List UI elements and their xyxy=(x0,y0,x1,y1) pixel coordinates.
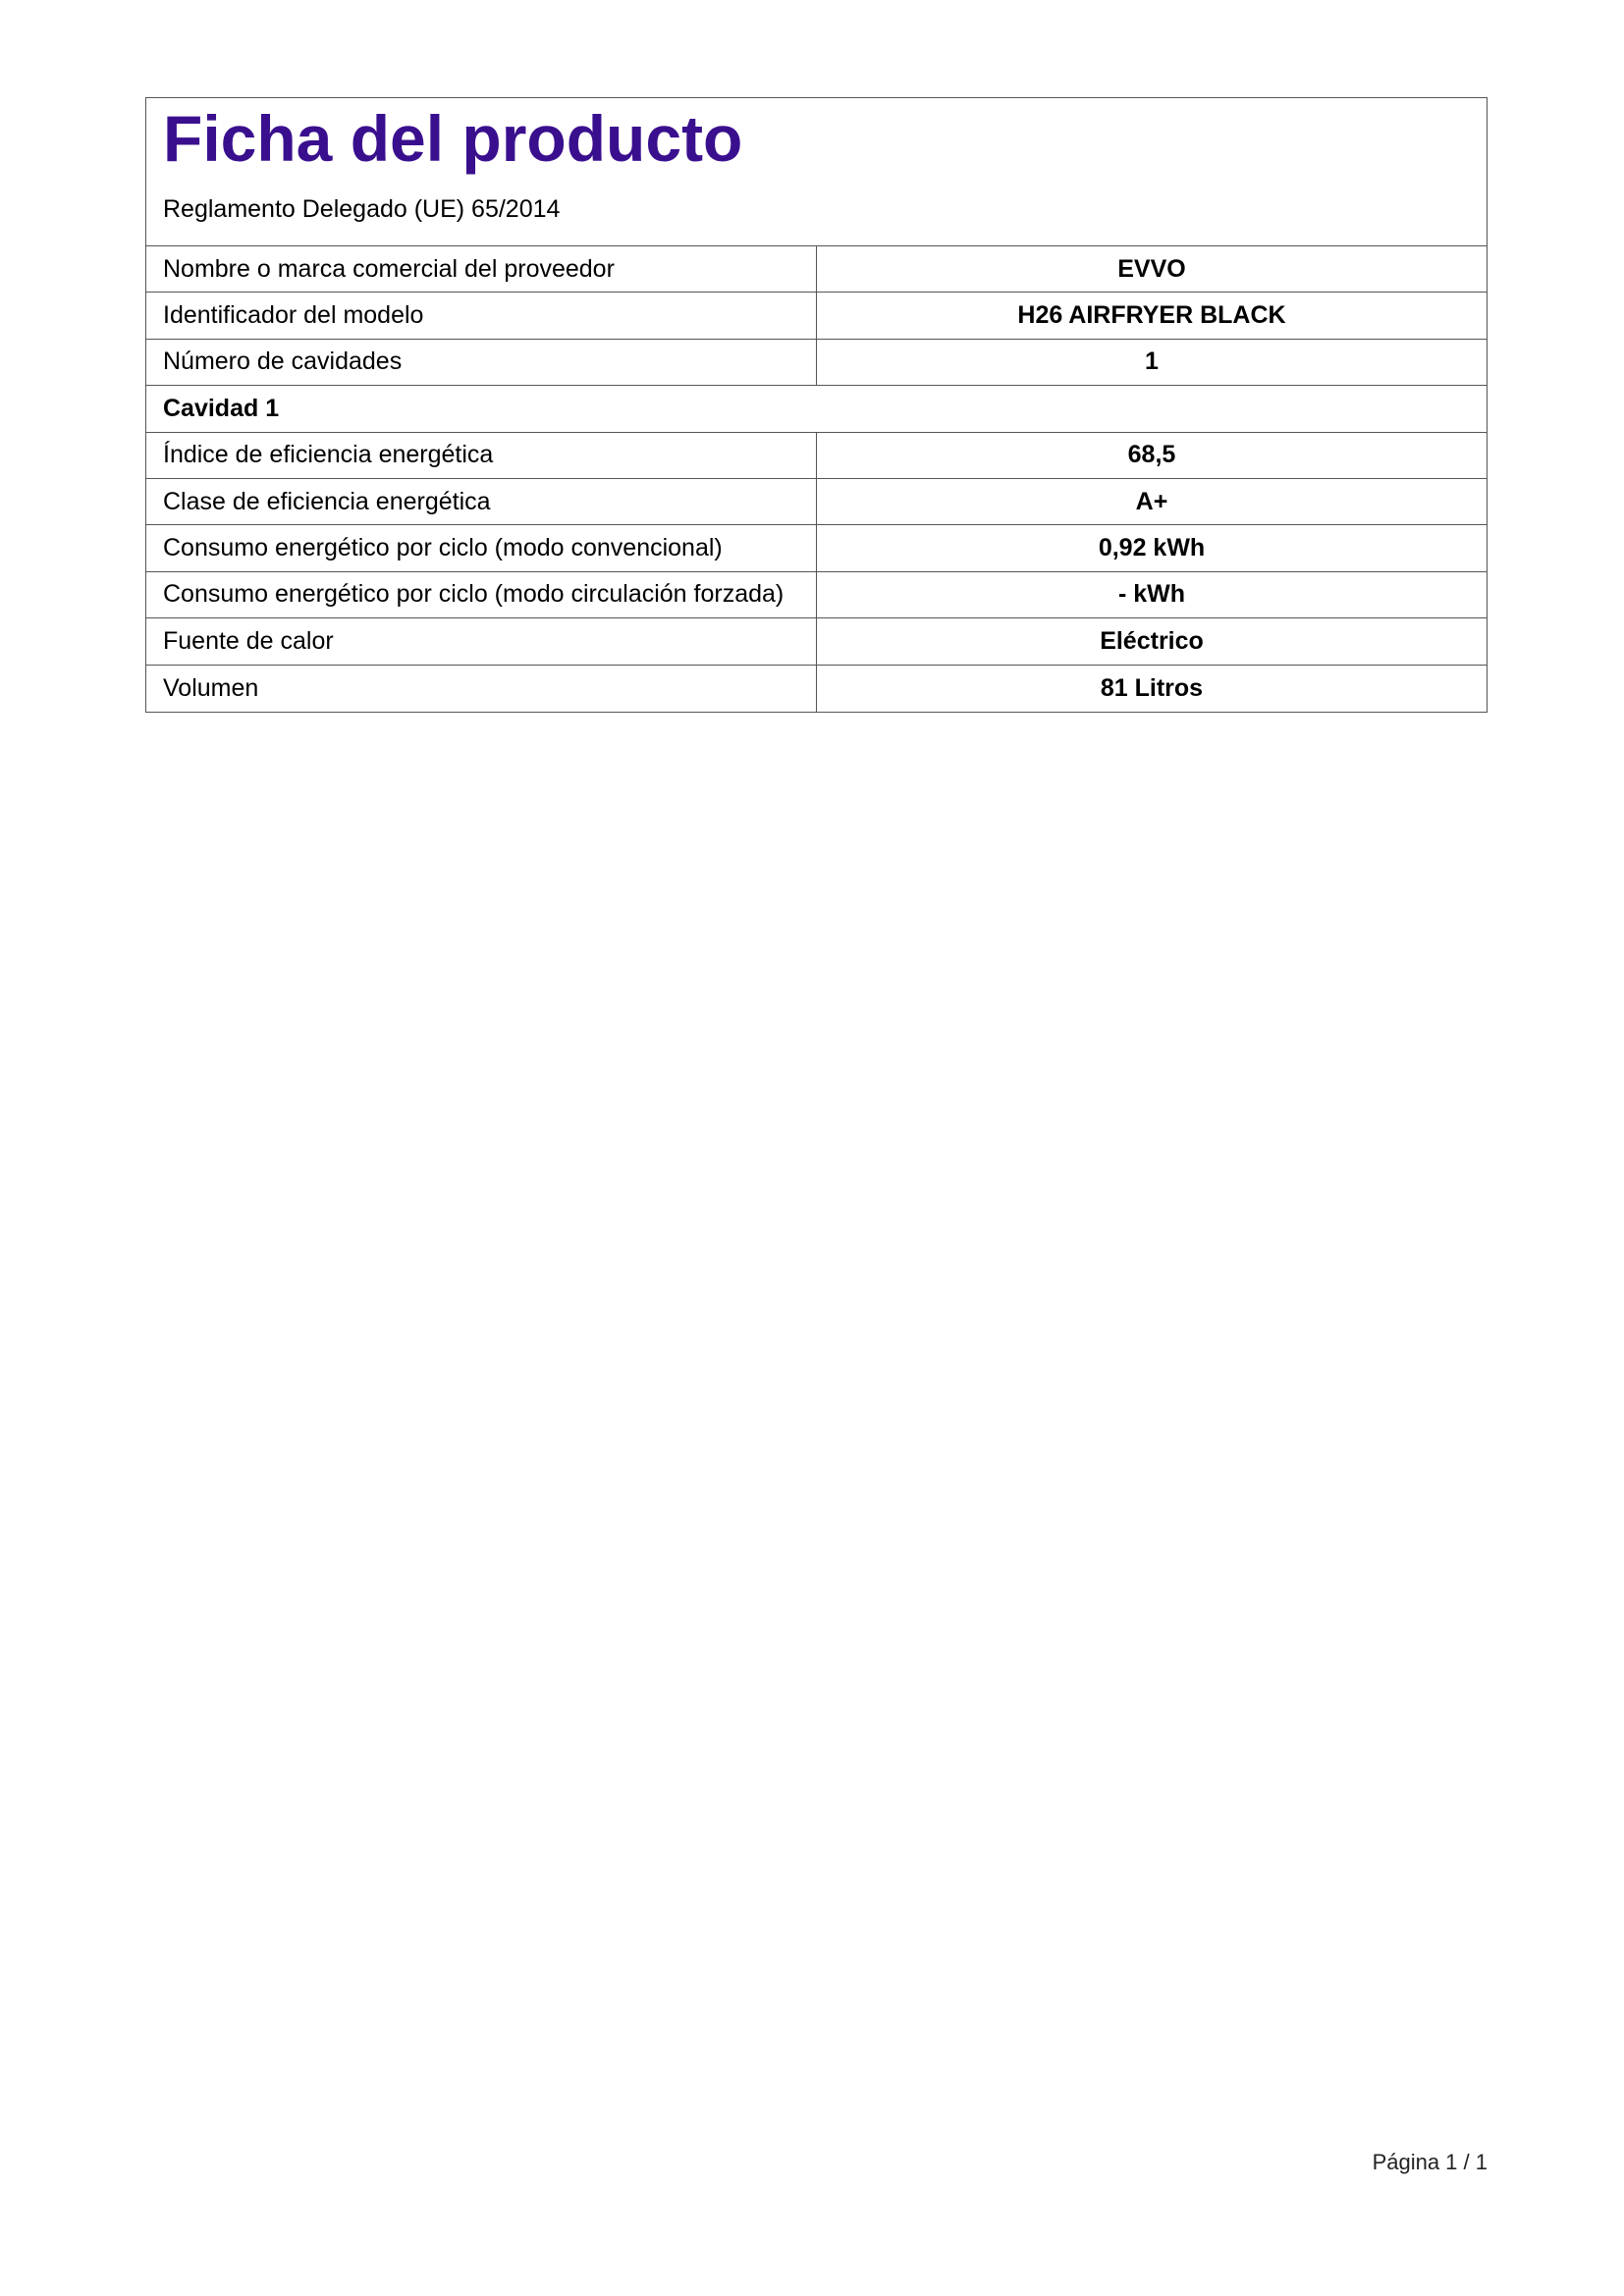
section-header-row xyxy=(146,386,1487,432)
table-row xyxy=(146,246,1487,293)
page-title: Ficha del producto xyxy=(163,102,743,175)
page-number: Página 1 / 1 xyxy=(1372,2150,1488,2174)
table-row xyxy=(146,293,1487,339)
row-value-efficiency-class: A+ xyxy=(1135,487,1168,515)
row-label-model: Identificador del modelo xyxy=(146,293,817,338)
row-value-cavities: 1 xyxy=(1145,347,1159,376)
row-value-supplier: EVVO xyxy=(1117,254,1186,283)
table-row xyxy=(146,525,1487,571)
row-label-consumption-conventional: Consumo energético por ciclo (modo convencional) xyxy=(146,525,817,570)
row-value-consumption-conventional: 0,92 kWh xyxy=(1098,534,1206,562)
table-row xyxy=(146,340,1487,386)
row-label-heat-source: Fuente de calor xyxy=(146,618,817,664)
table-row xyxy=(146,572,1487,618)
table-row xyxy=(146,666,1487,712)
row-value-model: H26 AIRFRYER BLACK xyxy=(1017,301,1286,330)
row-value-heat-source: Eléctrico xyxy=(1100,626,1204,655)
row-value-volume: 81 Litros xyxy=(1100,673,1204,702)
table-row xyxy=(146,618,1487,665)
row-label-efficiency-index: Índice de eficiencia energética xyxy=(146,433,817,478)
table-row xyxy=(146,433,1487,479)
row-value-efficiency-index: 68,5 xyxy=(1127,441,1176,469)
row-label-consumption-forced: Consumo energético por ciclo (modo circulación forzada) xyxy=(146,572,817,617)
sheet-header xyxy=(146,98,1487,246)
row-label-efficiency-class: Clase de eficiencia energética xyxy=(146,479,817,524)
row-label-volume: Volumen xyxy=(146,666,817,712)
table-row xyxy=(146,479,1487,525)
row-label-cavities: Número de cavidades xyxy=(146,340,817,385)
section-label-cavity-1: Cavidad 1 xyxy=(163,394,280,422)
regulation-subtitle: Reglamento Delegado (UE) 65/2014 xyxy=(163,195,561,223)
row-value-consumption-forced: - kWh xyxy=(1117,580,1186,609)
row-label-supplier: Nombre o marca comercial del proveedor xyxy=(146,246,817,292)
product-sheet xyxy=(145,97,1488,713)
